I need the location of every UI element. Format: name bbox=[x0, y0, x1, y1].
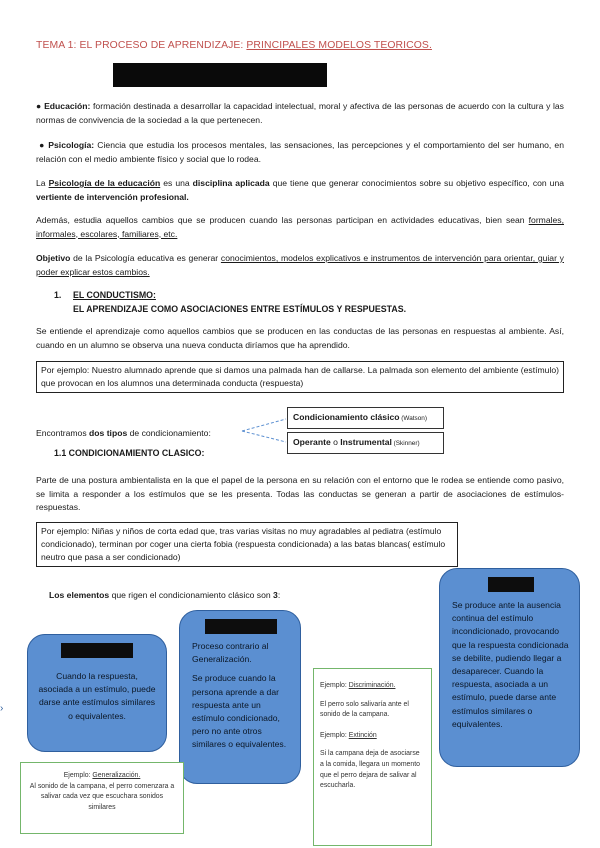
branch-arrows bbox=[240, 415, 290, 445]
arrow-line-top bbox=[242, 419, 286, 431]
redaction-bar bbox=[113, 63, 327, 87]
types-line bbox=[36, 427, 211, 441]
section-heading-clasico: 1.1 CONDICIONAMIENTO CLASICO: bbox=[54, 448, 205, 458]
text: Además, estudia aquellos cambios que se producen cuando las personas participan en actividades educativas, bien sean bbox=[36, 215, 529, 225]
text: es una bbox=[160, 178, 193, 188]
psicologia-text: Ciencia que estudia los procesos mentales, las sensaciones, las percepciones y el comportamiento del ser humano, en relación con el medio ambiente físico y social que lo rodea. bbox=[36, 140, 564, 164]
bubble-discriminacion-intro: Proceso contrario al Generalización. bbox=[192, 641, 269, 665]
example-label: Ejemplo: bbox=[63, 772, 93, 779]
type-clasico-author: (Watson) bbox=[399, 415, 427, 422]
type-clasico bbox=[287, 407, 444, 429]
redaction-bar bbox=[61, 643, 133, 658]
educacion-text: formación destinada a desarrollar la capacidad intelectual, moral y afectiva de las personas de acuerdo con la cultura y las normas de convivencia de la sociedad a la que pertenecen. bbox=[36, 101, 564, 125]
example-term: Extinción bbox=[348, 731, 377, 739]
example-label: Ejemplo: bbox=[320, 731, 349, 739]
paragraph-objetivo bbox=[36, 252, 564, 279]
example-label: Ejemplo: bbox=[320, 682, 349, 689]
type-operante bbox=[287, 432, 444, 454]
text: que tiene que generar conocimientos sobre su objetivo específico, con una bbox=[269, 178, 565, 188]
section1-1-text: Parte de una postura ambientalista en la que el papel de la persona en su relación con el entorno que le rodea se entiende como pasivo, se limita a responder a los estímulos que se les presenta. Todas las conductas se generan a partir de asociaciones de estímulos-respuestas. bbox=[36, 475, 564, 512]
subheading-aprendizaje: EL APRENDIZAJE COMO ASOCIACIONES ENTRE ESTÍMULOS Y RESPUESTAS. bbox=[73, 303, 407, 314]
bubble-generalizacion bbox=[27, 634, 167, 752]
type-operante-label: Operante bbox=[293, 437, 331, 447]
text: Encontramos bbox=[36, 428, 90, 438]
example-term: Discriminación. bbox=[348, 682, 396, 689]
link-formales[interactable]: formales, informales, escolares, familiares, etc. bbox=[36, 215, 564, 239]
redaction-bar bbox=[205, 619, 277, 634]
text: o bbox=[330, 437, 341, 447]
text: : bbox=[277, 590, 281, 600]
link-conocimientos[interactable]: conocimientos, modelos explicativos e instrumentos de intervención para orientar, guiar y poder explicar estos cambios. bbox=[36, 253, 564, 277]
arrow-icon: › bbox=[0, 703, 4, 714]
example-box-pediatra: Por ejemplo: Niñas y niños de corta edad que, tras varias visitas no muy agradables al pediatra (estímulo condicionado), terminan por coger una cierta fobia (respuesta condicionada) a las batas blancas( estímulo neutro que pasa a ser condicionado) bbox=[36, 522, 458, 567]
example-text: Si la campana deja de asociarse a la comida, llegara un momento que el perro dejara de salivar al escucharla. bbox=[320, 750, 420, 790]
redaction-bar bbox=[488, 577, 534, 592]
section-heading-text bbox=[73, 289, 406, 316]
text: de la Psicología educativa es generar bbox=[70, 253, 221, 263]
section-number: 1. bbox=[54, 290, 62, 300]
type-operante-author: (Skinner) bbox=[391, 440, 420, 447]
definition-educacion bbox=[36, 100, 564, 127]
title-link[interactable]: PRINCIPALES MODELOS TEORICOS. bbox=[246, 40, 432, 51]
term-disciplina-aplicada: disciplina aplicada bbox=[192, 178, 270, 188]
term-vertiente: vertiente de intervención profesional. bbox=[36, 191, 189, 202]
text: La bbox=[36, 178, 49, 188]
bubble-generalizacion-text: Cuando la respuesta, asociada a un estímulo, puede darse ante estímulos similares o equivalentes. bbox=[38, 671, 156, 721]
type-instrumental-label: Instrumental bbox=[340, 437, 392, 447]
term-psicologia: Psicología: bbox=[48, 140, 95, 150]
term-objetivo: Objetivo bbox=[36, 253, 71, 263]
example-discriminacion-extincion bbox=[313, 668, 432, 846]
section1-intro: Se entiende el aprendizaje como aquellos cambios que se producen en las conductas de las personas en respuestas al ambiente. Así, cuando en un alumno se observa una nueva conducta diríamos que ha aprendido. bbox=[36, 326, 564, 350]
example-text: El perro solo salivaría ante el sonido de la campana. bbox=[320, 700, 409, 719]
text: que rigen el condicionamiento clásico son bbox=[109, 590, 274, 600]
section-heading-conductismo bbox=[54, 289, 61, 303]
bullet: ● bbox=[36, 140, 49, 150]
example-term: Generalización. bbox=[92, 772, 141, 779]
term-educacion: Educación: bbox=[44, 101, 91, 111]
paragraph-psicologia-educacion bbox=[36, 177, 564, 204]
title-prefix: TEMA 1: EL PROCESO DE APRENDIZAJE: bbox=[36, 40, 247, 51]
elements-line bbox=[49, 589, 280, 603]
arrow-line-bottom bbox=[242, 431, 286, 442]
paragraph-ademas bbox=[36, 214, 564, 241]
heading-conductismo: EL CONDUCTISMO: bbox=[73, 290, 156, 300]
term-psicologia-educacion: Psicología de la educación bbox=[48, 178, 161, 188]
text: de condicionamiento: bbox=[127, 428, 211, 438]
definition-psicologia bbox=[36, 139, 564, 166]
bubble-extincion-text: Se produce ante la ausencia continua del estímulo incondicionado, provocando que la respuesta condicionada se debilite, pudiendo llegar a desaparecer. Cuando la respuesta, asociada a un estímulo, puede darse ante estímulos similares o equivalentes. bbox=[452, 600, 569, 729]
bubble-extincion bbox=[439, 568, 580, 767]
elements-count: 3 bbox=[273, 590, 278, 600]
example-text: Al sonido de la campana, el perro comenzara a salivar cada vez que escuchara sonidos similares bbox=[29, 782, 175, 811]
bubble-discriminacion-text: Se produce cuando la persona aprende a dar respuesta ante un estímulo condicionado, pero no ante otros similares o equivalentes. bbox=[192, 673, 287, 750]
term-elementos: Los elementos bbox=[49, 590, 110, 600]
page-title bbox=[36, 40, 432, 51]
type-clasico-label: Condicionamiento clásico bbox=[293, 412, 400, 422]
bubble-discriminacion bbox=[179, 610, 301, 784]
bullet: ● bbox=[36, 101, 45, 111]
term-dos-tipos: dos tipos bbox=[89, 428, 128, 438]
example-generalizacion bbox=[20, 762, 184, 834]
example-box-palmada: Por ejemplo: Nuestro alumnado aprende que si damos una palmada han de callarse. La palmada son elemento del ambiente (estímulo) que provocan en los alumnos una determinada conducta (respuesta) bbox=[36, 361, 564, 393]
